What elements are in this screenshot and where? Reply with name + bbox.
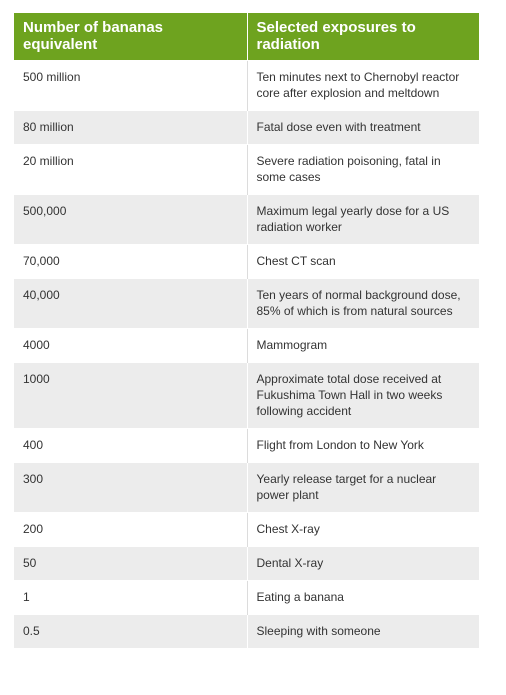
exposure-description-cell: Approximate total dose received at Fukushima Town Hall in two weeks following accident: [247, 363, 479, 429]
table-row: [14, 581, 479, 615]
exposure-description-cell: Sleeping with someone: [247, 615, 479, 649]
table-header: [14, 13, 479, 61]
table-row: [14, 61, 479, 111]
exposure-description-cell: Chest CT scan: [247, 245, 479, 279]
exposure-description-cell: Yearly release target for a nuclear power plant: [247, 463, 479, 513]
banana-count-cell: 4000: [14, 329, 247, 363]
exposure-description-cell: Mammogram: [247, 329, 479, 363]
header-row: [14, 13, 479, 61]
banana-count-cell: 80 million: [14, 111, 247, 145]
table-row: [14, 111, 479, 145]
table-row: [14, 463, 479, 513]
exposure-description-cell: Maximum legal yearly dose for a US radiation worker: [247, 195, 479, 245]
table-row: [14, 513, 479, 547]
banana-count-cell: 20 million: [14, 145, 247, 195]
banana-count-cell: 500,000: [14, 195, 247, 245]
header-selected-exposures: Selected exposures to radiation: [247, 13, 479, 61]
banana-count-cell: 0.5: [14, 615, 247, 649]
exposure-description-cell: Fatal dose even with treatment: [247, 111, 479, 145]
exposure-description-cell: Severe radiation poisoning, fatal in some cases: [247, 145, 479, 195]
banana-count-cell: 1000: [14, 363, 247, 429]
banana-count-cell: 200: [14, 513, 247, 547]
table-row: [14, 429, 479, 463]
exposure-description-cell: Chest X-ray: [247, 513, 479, 547]
table-row: [14, 547, 479, 581]
exposure-description-cell: Eating a banana: [247, 581, 479, 615]
table-row: [14, 145, 479, 195]
banana-count-cell: 400: [14, 429, 247, 463]
table-row: [14, 279, 479, 329]
radiation-table-container: [14, 13, 479, 648]
banana-count-cell: 500 million: [14, 61, 247, 111]
banana-count-cell: 70,000: [14, 245, 247, 279]
banana-count-cell: 300: [14, 463, 247, 513]
banana-count-cell: 50: [14, 547, 247, 581]
table-row: [14, 329, 479, 363]
table-row: [14, 615, 479, 649]
banana-count-cell: 40,000: [14, 279, 247, 329]
exposure-description-cell: Ten years of normal background dose, 85% of which is from natural sources: [247, 279, 479, 329]
table-row: [14, 245, 479, 279]
radiation-dose-table: [14, 13, 479, 648]
table-row: [14, 195, 479, 245]
table-body: [14, 61, 479, 649]
header-bananas-equivalent: Number of bananas equivalent: [14, 13, 247, 61]
exposure-description-cell: Ten minutes next to Chernobyl reactor core after explosion and meltdown: [247, 61, 479, 111]
table-row: [14, 363, 479, 429]
exposure-description-cell: Dental X-ray: [247, 547, 479, 581]
exposure-description-cell: Flight from London to New York: [247, 429, 479, 463]
banana-count-cell: 1: [14, 581, 247, 615]
